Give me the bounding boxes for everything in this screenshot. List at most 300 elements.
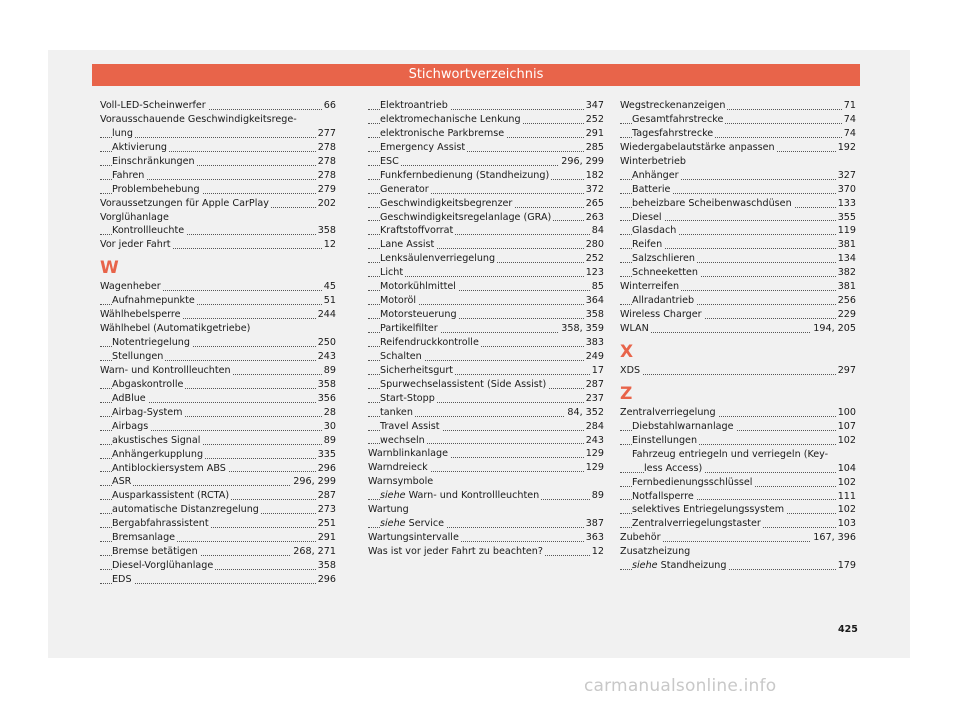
index-page-ref: 123 (585, 267, 604, 279)
index-term (632, 266, 700, 280)
index-term-text: Spurwechselassistent (Side Assist) (380, 378, 547, 390)
index-term-text: ESC (380, 155, 399, 167)
index-term (620, 364, 642, 378)
index-page-ref: 265 (585, 197, 604, 209)
index-term-text: Vorglühanlage (100, 211, 169, 223)
index-page-ref: 387 (585, 518, 604, 530)
section-letter: Z (620, 383, 633, 404)
see-reference: siehe (380, 490, 406, 502)
index-term (632, 294, 696, 308)
index-entry (100, 531, 336, 545)
index-term-text: Warnblinkanlage (368, 448, 448, 460)
index-page-ref: 327 (837, 169, 856, 181)
index-term (632, 169, 681, 183)
index-term (112, 531, 177, 545)
index-page-ref: 100 (837, 406, 856, 418)
section-letter: X (620, 341, 634, 362)
index-term-text: Schalten (380, 350, 422, 362)
index-entry (100, 141, 336, 155)
index-term-text: Schneeketten (632, 267, 698, 279)
index-term-text: Partikelfilter (380, 323, 438, 334)
index-entry (620, 99, 856, 113)
index-entry (100, 559, 336, 573)
index-term-text: Kontrollleuchte (112, 225, 185, 237)
index-term (380, 364, 455, 378)
index-term (380, 420, 442, 434)
index-term-text: Vorausschauende Geschwindigkeitsrege- (100, 113, 297, 125)
index-term-text: Standheizung (657, 560, 727, 572)
index-page-ref: 358 (317, 225, 336, 237)
index-entry (100, 475, 336, 489)
index-entry (100, 113, 336, 127)
index-page-ref (854, 448, 856, 462)
index-page-ref: 229 (837, 309, 856, 321)
index-page-ref: 297 (837, 364, 856, 376)
index-term (112, 420, 150, 434)
index-term (112, 294, 197, 308)
index-page-ref: 278 (317, 155, 336, 167)
index-term-text: Zubehör (620, 532, 661, 544)
index-term-text: Einschränkungen (112, 155, 195, 167)
index-term (620, 280, 681, 294)
index-term-text: Zentralverriegelung (620, 406, 716, 418)
index-term (112, 434, 202, 448)
index-entry (100, 434, 336, 448)
index-entry (620, 462, 856, 476)
index-entry (368, 211, 604, 225)
index-entry (368, 517, 604, 531)
index-term-text: Warn- und Kontrollleuchten (100, 364, 231, 376)
index-page-ref: 278 (317, 169, 336, 181)
index-entry (368, 197, 604, 211)
index-term (380, 197, 514, 211)
index-entry (100, 336, 336, 350)
index-entry (620, 490, 856, 504)
index-entry (100, 364, 336, 378)
index-entry (368, 294, 604, 308)
index-term (100, 308, 183, 322)
index-page-ref (334, 322, 336, 336)
index-term (380, 378, 548, 392)
index-page-ref: 364 (585, 295, 604, 307)
index-page-ref: 104 (837, 462, 856, 474)
index-entry (368, 406, 604, 420)
index-page-ref: 335 (317, 448, 336, 460)
index-term-text: Diesel-Vorglühanlage (112, 560, 214, 572)
index-entry (368, 545, 604, 559)
index-entry (368, 141, 604, 155)
index-entry (368, 266, 604, 280)
page-number: 425 (838, 624, 858, 635)
index-term (112, 127, 135, 141)
index-term (112, 141, 169, 155)
index-term-text: Airbag-System (112, 406, 183, 418)
index-term-text: tanken (380, 406, 413, 418)
index-entry (100, 99, 336, 113)
index-term (644, 462, 704, 476)
index-term (112, 336, 192, 350)
index-page-ref: 89 (323, 364, 336, 376)
index-term-text: Zusatzheizung (620, 546, 691, 558)
index-entry (620, 364, 856, 378)
index-page-ref: 256 (837, 295, 856, 307)
see-reference: siehe (380, 518, 406, 530)
index-term (380, 336, 481, 350)
index-term-text: Geschwindigkeitsbegrenzer (380, 197, 513, 209)
index-term-text: Bergabfahrassistent (112, 518, 209, 530)
index-page-ref: 252 (585, 113, 604, 125)
index-entry (100, 573, 336, 587)
index-entry (620, 476, 856, 490)
index-term-text: Bremsanlage (112, 532, 176, 544)
index-term-text: Motorkühlmittel (380, 281, 456, 293)
index-entry (620, 517, 856, 531)
index-page-ref: 277 (317, 127, 336, 139)
index-term-text: Batterie (632, 183, 671, 195)
index-page-ref: 103 (837, 518, 856, 530)
index-term (380, 350, 424, 364)
index-term-text: Gesamtfahrstrecke (632, 113, 724, 125)
index-entry (620, 224, 856, 238)
index-term (112, 350, 165, 364)
index-term (112, 169, 146, 183)
index-page-ref: 167, 396 (813, 532, 856, 544)
index-term (112, 462, 228, 476)
index-term (632, 224, 678, 238)
index-term (632, 211, 664, 225)
index-page-ref: 89 (323, 434, 336, 446)
index-page-ref (602, 475, 604, 489)
index-term (380, 238, 436, 252)
index-entry (620, 420, 856, 434)
index-term (380, 308, 459, 322)
index-term (380, 280, 458, 294)
index-term-text: Funkfernbedienung (Standheizung) (380, 169, 550, 181)
index-term (620, 99, 727, 113)
index-term-text: Fernbedienungsschlüssel (632, 476, 753, 488)
index-entry (620, 294, 856, 308)
index-term-text: Winterbetrieb (620, 155, 686, 167)
index-page-ref: 251 (317, 518, 336, 530)
index-term (100, 99, 208, 113)
index-term (380, 169, 551, 183)
index-term (380, 99, 450, 113)
index-page-ref: 179 (837, 560, 856, 572)
index-term (100, 211, 171, 225)
index-term-text: Zentralverriegelungstaster (632, 518, 761, 530)
index-entry (100, 238, 336, 252)
index-entry (368, 475, 604, 489)
index-entry (368, 322, 604, 336)
index-page-ref: 296 (317, 574, 336, 585)
index-page-ref: 358, 359 (561, 323, 604, 334)
index-entry (100, 127, 336, 141)
index-page-ref: 71 (843, 100, 856, 111)
index-term-text: Kraftstoffvorrat (380, 225, 454, 237)
index-term-text: Voraussetzungen für Apple CarPlay (100, 197, 269, 209)
index-term (632, 503, 786, 517)
index-term-text: selektives Entriegelungssystem (632, 504, 785, 516)
index-term-text: Wireless Charger (620, 309, 702, 321)
index-term (368, 503, 411, 517)
index-entry (368, 183, 604, 197)
index-term-text: less Access) (644, 462, 703, 474)
index-term (380, 392, 437, 406)
index-page-ref: 84 (591, 225, 604, 237)
index-term-text: Service (405, 518, 445, 530)
index-term-text: Wegstreckenanzeigen (620, 100, 726, 111)
index-term-text: Wählhebel (Automatikgetriebe) (100, 323, 251, 335)
index-page-ref: 284 (585, 420, 604, 432)
see-reference: siehe (632, 560, 658, 572)
index-term (112, 406, 184, 420)
index-term-text: Wartungsintervalle (368, 532, 459, 544)
index-page-ref: 237 (585, 392, 604, 404)
index-term (380, 266, 405, 280)
index-term (632, 238, 664, 252)
index-entry (100, 420, 336, 434)
index-entry (100, 378, 336, 392)
watermark-text: carmanualsonline.info (584, 676, 777, 696)
index-page-ref: 356 (317, 392, 336, 404)
index-page-ref: 250 (317, 337, 336, 349)
index-entry (620, 113, 856, 127)
index-term-text: Elektroantrieb (380, 100, 448, 111)
index-entry (100, 183, 336, 197)
index-page-ref: 192 (837, 141, 856, 153)
index-entry (620, 531, 856, 545)
index-term (620, 545, 692, 559)
index-term-text: lung (112, 127, 133, 139)
index-page-ref: 296, 299 (561, 155, 604, 167)
index-term-text: Notfallsperre (632, 490, 694, 502)
index-entry (368, 392, 604, 406)
index-term-text: Lenksäulenverriegelung (380, 253, 496, 265)
index-page-ref: 287 (317, 490, 336, 502)
index-page-ref: 102 (837, 476, 856, 488)
index-term (380, 141, 467, 155)
index-page-ref: 202 (317, 197, 336, 209)
index-term (100, 113, 299, 127)
index-term (620, 531, 663, 545)
index-entry (100, 308, 336, 322)
index-term (632, 476, 754, 490)
index-term-text: elektronische Parkbremse (380, 127, 505, 139)
index-entry (100, 350, 336, 364)
index-term (112, 224, 186, 238)
index-term-text: Allradantrieb (632, 295, 695, 307)
index-term-text: Motoröl (380, 295, 417, 307)
index-term (380, 517, 446, 531)
index-entry (368, 127, 604, 141)
index-page-ref: 280 (585, 239, 604, 251)
index-term (112, 155, 197, 169)
index-entry (100, 224, 336, 238)
index-term (100, 364, 233, 378)
index-entry (368, 378, 604, 392)
section-letter: W (100, 258, 119, 279)
index-entry (368, 447, 604, 461)
index-page-ref (334, 113, 336, 127)
index-page-ref: 249 (585, 350, 604, 362)
index-term-text: Winterreifen (620, 281, 680, 293)
index-entry (368, 503, 604, 517)
index-term-text: Emergency Assist (380, 141, 466, 153)
index-page-ref (854, 545, 856, 559)
index-term (632, 434, 699, 448)
index-entry (100, 169, 336, 183)
index-entry (368, 434, 604, 448)
index-term (632, 183, 672, 197)
index-entry (100, 155, 336, 169)
index-entry (620, 238, 856, 252)
index-column-1 (100, 99, 336, 587)
index-entry (620, 141, 856, 155)
index-entry (100, 517, 336, 531)
index-term (632, 420, 736, 434)
index-term-text: Salzschlieren (632, 253, 695, 265)
index-page-ref: 243 (317, 351, 336, 362)
index-entry (368, 238, 604, 252)
index-entry (620, 280, 856, 294)
index-entry (100, 503, 336, 517)
index-term-text: Ausparkassistent (RCTA) (112, 490, 230, 502)
index-term-text: Travel Assist (380, 420, 440, 432)
index-page-ref: 74 (843, 127, 856, 139)
index-term (112, 545, 200, 559)
index-entry (620, 308, 856, 322)
index-term-text: Diesel (632, 211, 662, 223)
index-term (380, 252, 497, 266)
index-term-text: elektromechanische Lenkung (380, 113, 521, 125)
index-entry (100, 392, 336, 406)
index-entry (368, 364, 604, 378)
index-entry (620, 266, 856, 280)
index-term (112, 489, 231, 503)
index-page-ref: 279 (317, 183, 336, 195)
index-page-ref: 287 (585, 378, 604, 390)
index-term-text: Lane Assist (380, 239, 435, 251)
index-term (632, 113, 725, 127)
index-page-ref: 358 (317, 560, 336, 572)
index-term (380, 489, 541, 503)
index-page-ref: 347 (585, 100, 604, 111)
index-term-text: Tagesfahrstrecke (632, 127, 714, 139)
index-term (620, 406, 718, 420)
index-page-ref: 134 (837, 253, 856, 265)
index-page-ref: 244 (317, 309, 336, 321)
index-page-ref: 89 (591, 490, 604, 502)
index-page-ref: 194, 205 (813, 323, 856, 334)
index-page-ref: 85 (591, 281, 604, 293)
index-term-text: Was ist vor jeder Fahrt zu beachten? (368, 546, 543, 557)
index-entry (368, 350, 604, 364)
index-term (368, 475, 435, 489)
index-term (380, 183, 431, 197)
index-page-ref: 278 (317, 141, 336, 153)
index-term-text: Geschwindigkeitsregelanlage (GRA) (380, 211, 552, 223)
index-entry (100, 197, 336, 211)
index-entry (368, 252, 604, 266)
index-entry (100, 322, 336, 336)
index-term-text: Airbags (112, 420, 149, 432)
index-column-3 (620, 99, 856, 573)
index-term (380, 113, 523, 127)
index-entry (100, 406, 336, 420)
index-entry (620, 434, 856, 448)
index-term-text: Abgaskontrolle (112, 378, 184, 390)
index-term (632, 448, 830, 462)
index-page-ref (854, 155, 856, 169)
index-term (380, 127, 506, 141)
index-term (632, 252, 697, 266)
index-page-ref (334, 211, 336, 225)
index-page-ref: 51 (323, 295, 336, 307)
index-page-ref: 252 (585, 253, 604, 265)
index-page-ref: 363 (585, 532, 604, 544)
index-page-ref: 28 (323, 406, 336, 418)
index-page-ref (602, 503, 604, 517)
index-term (380, 224, 455, 238)
index-page-ref: 102 (837, 434, 856, 446)
index-term (368, 461, 430, 475)
index-entry (620, 448, 856, 462)
index-entry (100, 280, 336, 294)
index-term-text: Wartung (368, 504, 409, 516)
index-entry (620, 127, 856, 141)
index-term-text: Problembehebung (112, 183, 200, 195)
index-page-ref: 273 (317, 504, 336, 516)
index-term-text: Aktivierung (112, 141, 167, 153)
index-page-ref: 45 (323, 281, 336, 293)
index-term-text: Glasdach (632, 225, 677, 237)
index-page-ref: 133 (837, 197, 856, 209)
index-entry (620, 559, 856, 573)
index-page-ref: 355 (837, 211, 856, 223)
index-entry (368, 461, 604, 475)
index-entry (620, 545, 856, 559)
index-entry (368, 531, 604, 545)
index-term-text: Diebstahlwarnanlage (632, 420, 734, 432)
index-page-ref: 383 (585, 336, 604, 348)
index-page-ref: 182 (585, 169, 604, 181)
index-term (112, 475, 133, 489)
index-term-text: Wiedergabelautstärke anpassen (620, 141, 775, 153)
index-term-text: akustisches Signal (112, 434, 201, 446)
index-page-ref: 291 (317, 532, 336, 544)
index-term (112, 559, 215, 573)
index-page-ref: 12 (323, 239, 336, 251)
index-term-text: Start-Stopp (380, 392, 435, 404)
index-term-text: Reifen (632, 239, 663, 251)
index-term-text: Fahrzeug entriegeln und verriegeln (Key- (632, 448, 829, 460)
index-page-ref: 358 (317, 378, 336, 390)
index-entry (620, 169, 856, 183)
index-entry (100, 489, 336, 503)
index-term (632, 127, 715, 141)
index-page-ref: 285 (585, 141, 604, 153)
index-page-ref: 370 (837, 183, 856, 195)
index-page-ref: 263 (585, 211, 604, 223)
index-term (100, 238, 173, 252)
index-entry (620, 406, 856, 420)
index-term-text: Licht (380, 267, 404, 279)
index-term-text: Einstellungen (632, 434, 698, 446)
index-entry (368, 169, 604, 183)
index-term-text: Antiblockiersystem ABS (112, 462, 226, 474)
index-term-text: Warn- und Kontrollleuchten (405, 490, 540, 502)
index-entry (368, 224, 604, 238)
